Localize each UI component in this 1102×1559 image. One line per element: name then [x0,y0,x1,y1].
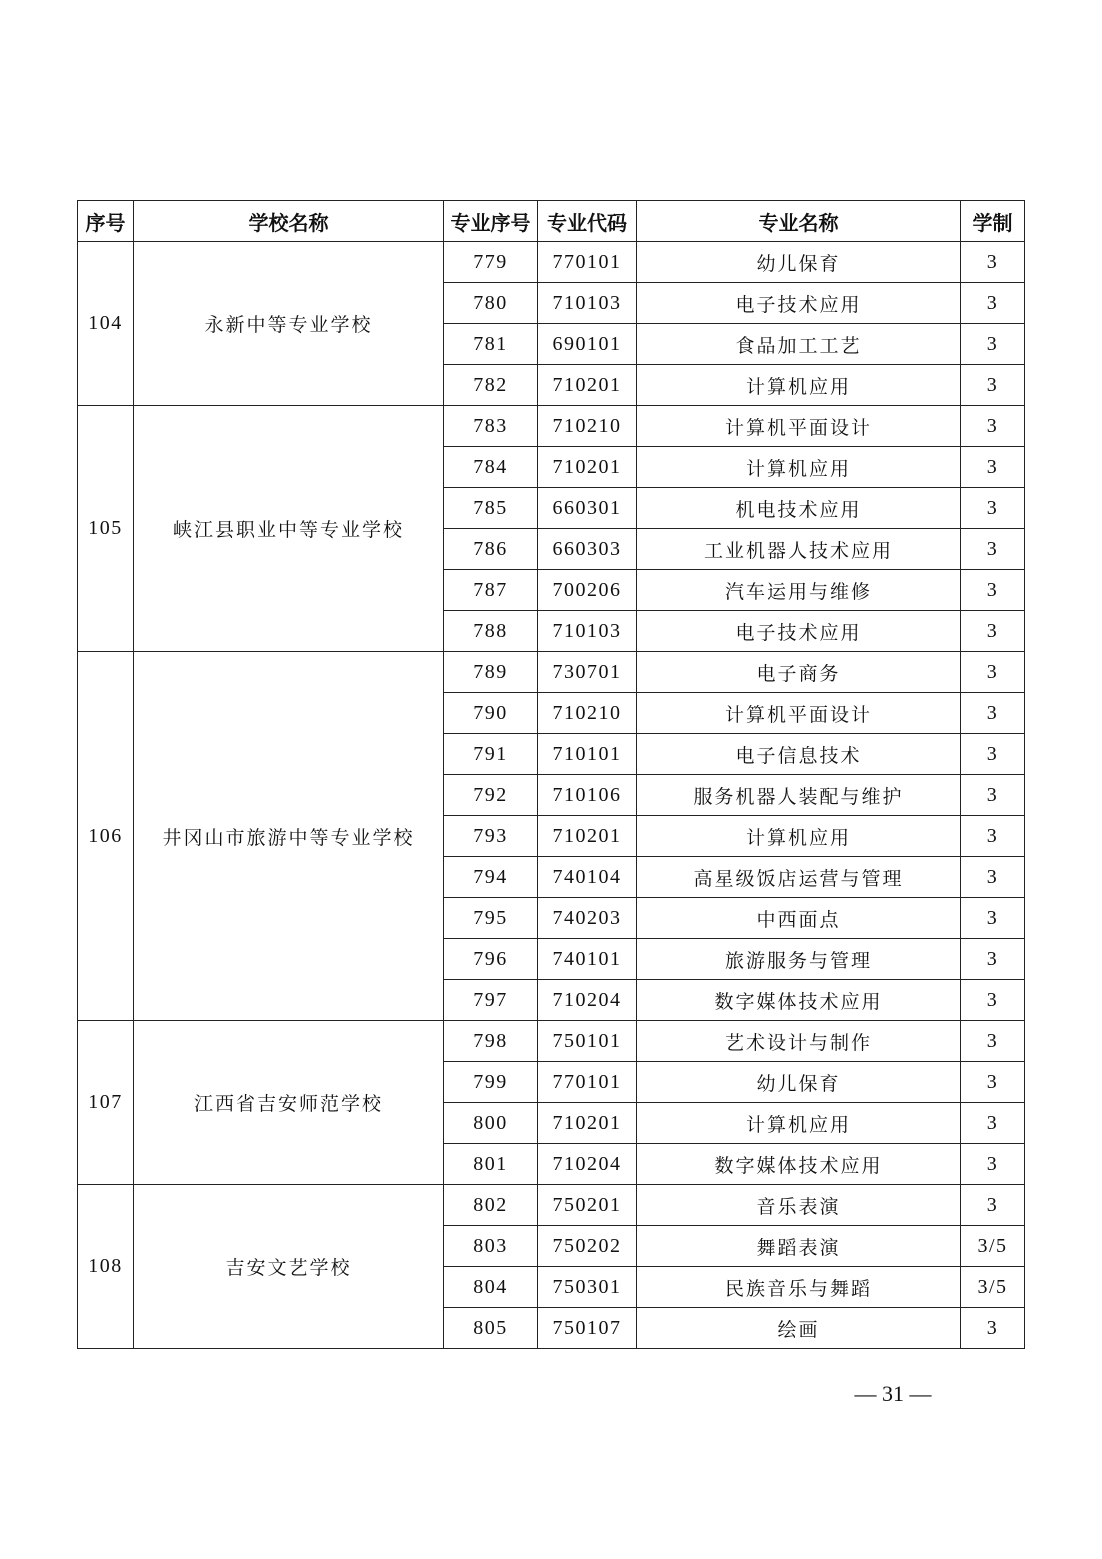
school-index: 104 [78,242,134,406]
school-name: 永新中等专业学校 [134,242,444,406]
major-name: 艺术设计与制作 [637,1021,961,1062]
major-name: 数字媒体技术应用 [637,1144,961,1185]
major-years: 3 [961,488,1025,529]
major-code: 710210 [538,693,637,734]
major-code: 740203 [538,898,637,939]
major-code: 710103 [538,611,637,652]
major-years: 3 [961,324,1025,365]
school-index: 108 [78,1185,134,1349]
school-index: 107 [78,1021,134,1185]
major-code: 710204 [538,1144,637,1185]
major-code: 750101 [538,1021,637,1062]
table-row [78,652,1025,693]
major-years: 3 [961,816,1025,857]
major-years: 3 [961,529,1025,570]
major-years: 3 [961,980,1025,1021]
major-name: 计算机应用 [637,1103,961,1144]
major-seq: 803 [444,1226,538,1267]
header-row [78,201,1025,242]
major-years: 3 [961,1103,1025,1144]
major-name: 计算机应用 [637,816,961,857]
major-years: 3 [961,1308,1025,1349]
major-years: 3 [961,857,1025,898]
major-name: 数字媒体技术应用 [637,980,961,1021]
major-seq: 787 [444,570,538,611]
school-name: 峡江县职业中等专业学校 [134,406,444,652]
major-seq: 796 [444,939,538,980]
major-seq: 793 [444,816,538,857]
major-seq: 781 [444,324,538,365]
major-name: 食品加工工艺 [637,324,961,365]
major-name: 高星级饭店运营与管理 [637,857,961,898]
major-name: 工业机器人技术应用 [637,529,961,570]
major-name: 绘画 [637,1308,961,1349]
major-seq: 799 [444,1062,538,1103]
major-years: 3 [961,570,1025,611]
major-seq: 792 [444,775,538,816]
header-major-code: 专业代码 [538,201,637,242]
major-code: 710201 [538,365,637,406]
major-name: 舞蹈表演 [637,1226,961,1267]
major-code: 710101 [538,734,637,775]
major-years: 3 [961,611,1025,652]
school-name: 吉安文艺学校 [134,1185,444,1349]
major-years: 3 [961,898,1025,939]
major-code: 710210 [538,406,637,447]
page-number: — 31 — [854,1381,932,1406]
major-years: 3 [961,734,1025,775]
major-years: 3 [961,652,1025,693]
major-name: 幼儿保育 [637,1062,961,1103]
major-code: 660303 [538,529,637,570]
major-years: 3 [961,1062,1025,1103]
major-years: 3/5 [961,1267,1025,1308]
table-row [78,406,1025,447]
major-name: 机电技术应用 [637,488,961,529]
major-name: 计算机平面设计 [637,693,961,734]
major-name: 汽车运用与维修 [637,570,961,611]
majors-table [77,200,1025,1349]
major-years: 3 [961,447,1025,488]
major-code: 710201 [538,447,637,488]
table-row [78,1021,1025,1062]
major-name: 电子信息技术 [637,734,961,775]
major-years: 3 [961,775,1025,816]
major-code: 750201 [538,1185,637,1226]
major-name: 电子技术应用 [637,611,961,652]
major-code: 710204 [538,980,637,1021]
major-seq: 786 [444,529,538,570]
major-code: 710201 [538,1103,637,1144]
major-code: 740104 [538,857,637,898]
major-years: 3/5 [961,1226,1025,1267]
major-years: 3 [961,242,1025,283]
major-years: 3 [961,365,1025,406]
major-seq: 805 [444,1308,538,1349]
major-seq: 795 [444,898,538,939]
major-seq: 779 [444,242,538,283]
major-years: 3 [961,1185,1025,1226]
major-name: 电子商务 [637,652,961,693]
major-code: 660301 [538,488,637,529]
major-name: 电子技术应用 [637,283,961,324]
major-years: 3 [961,406,1025,447]
school-name: 江西省吉安师范学校 [134,1021,444,1185]
header-major-name: 专业名称 [637,201,961,242]
major-years: 3 [961,693,1025,734]
major-seq: 785 [444,488,538,529]
major-code: 730701 [538,652,637,693]
major-seq: 783 [444,406,538,447]
major-code: 710106 [538,775,637,816]
major-name: 计算机应用 [637,365,961,406]
major-code: 740101 [538,939,637,980]
header-major-seq: 专业序号 [444,201,538,242]
major-name: 计算机应用 [637,447,961,488]
table-row [78,1185,1025,1226]
school-index: 105 [78,406,134,652]
major-seq: 782 [444,365,538,406]
major-seq: 804 [444,1267,538,1308]
header-years: 学制 [961,201,1025,242]
major-seq: 794 [444,857,538,898]
header-index: 序号 [78,201,134,242]
major-name: 民族音乐与舞蹈 [637,1267,961,1308]
major-name: 音乐表演 [637,1185,961,1226]
major-seq: 784 [444,447,538,488]
major-years: 3 [961,1144,1025,1185]
major-seq: 801 [444,1144,538,1185]
major-name: 中西面点 [637,898,961,939]
major-code: 700206 [538,570,637,611]
major-code: 710201 [538,816,637,857]
school-index: 106 [78,652,134,1021]
major-code: 710103 [538,283,637,324]
major-code: 690101 [538,324,637,365]
major-years: 3 [961,939,1025,980]
major-seq: 798 [444,1021,538,1062]
school-name: 井冈山市旅游中等专业学校 [134,652,444,1021]
major-years: 3 [961,283,1025,324]
major-name: 幼儿保育 [637,242,961,283]
table-row [78,242,1025,283]
major-years: 3 [961,1021,1025,1062]
major-seq: 800 [444,1103,538,1144]
major-seq: 789 [444,652,538,693]
major-code: 750107 [538,1308,637,1349]
major-code: 750301 [538,1267,637,1308]
major-code: 770101 [538,1062,637,1103]
major-seq: 797 [444,980,538,1021]
header-school-name: 学校名称 [134,201,444,242]
major-name: 服务机器人装配与维护 [637,775,961,816]
major-code: 770101 [538,242,637,283]
major-code: 750202 [538,1226,637,1267]
major-seq: 780 [444,283,538,324]
major-seq: 802 [444,1185,538,1226]
major-name: 旅游服务与管理 [637,939,961,980]
major-seq: 788 [444,611,538,652]
major-seq: 790 [444,693,538,734]
major-seq: 791 [444,734,538,775]
major-name: 计算机平面设计 [637,406,961,447]
